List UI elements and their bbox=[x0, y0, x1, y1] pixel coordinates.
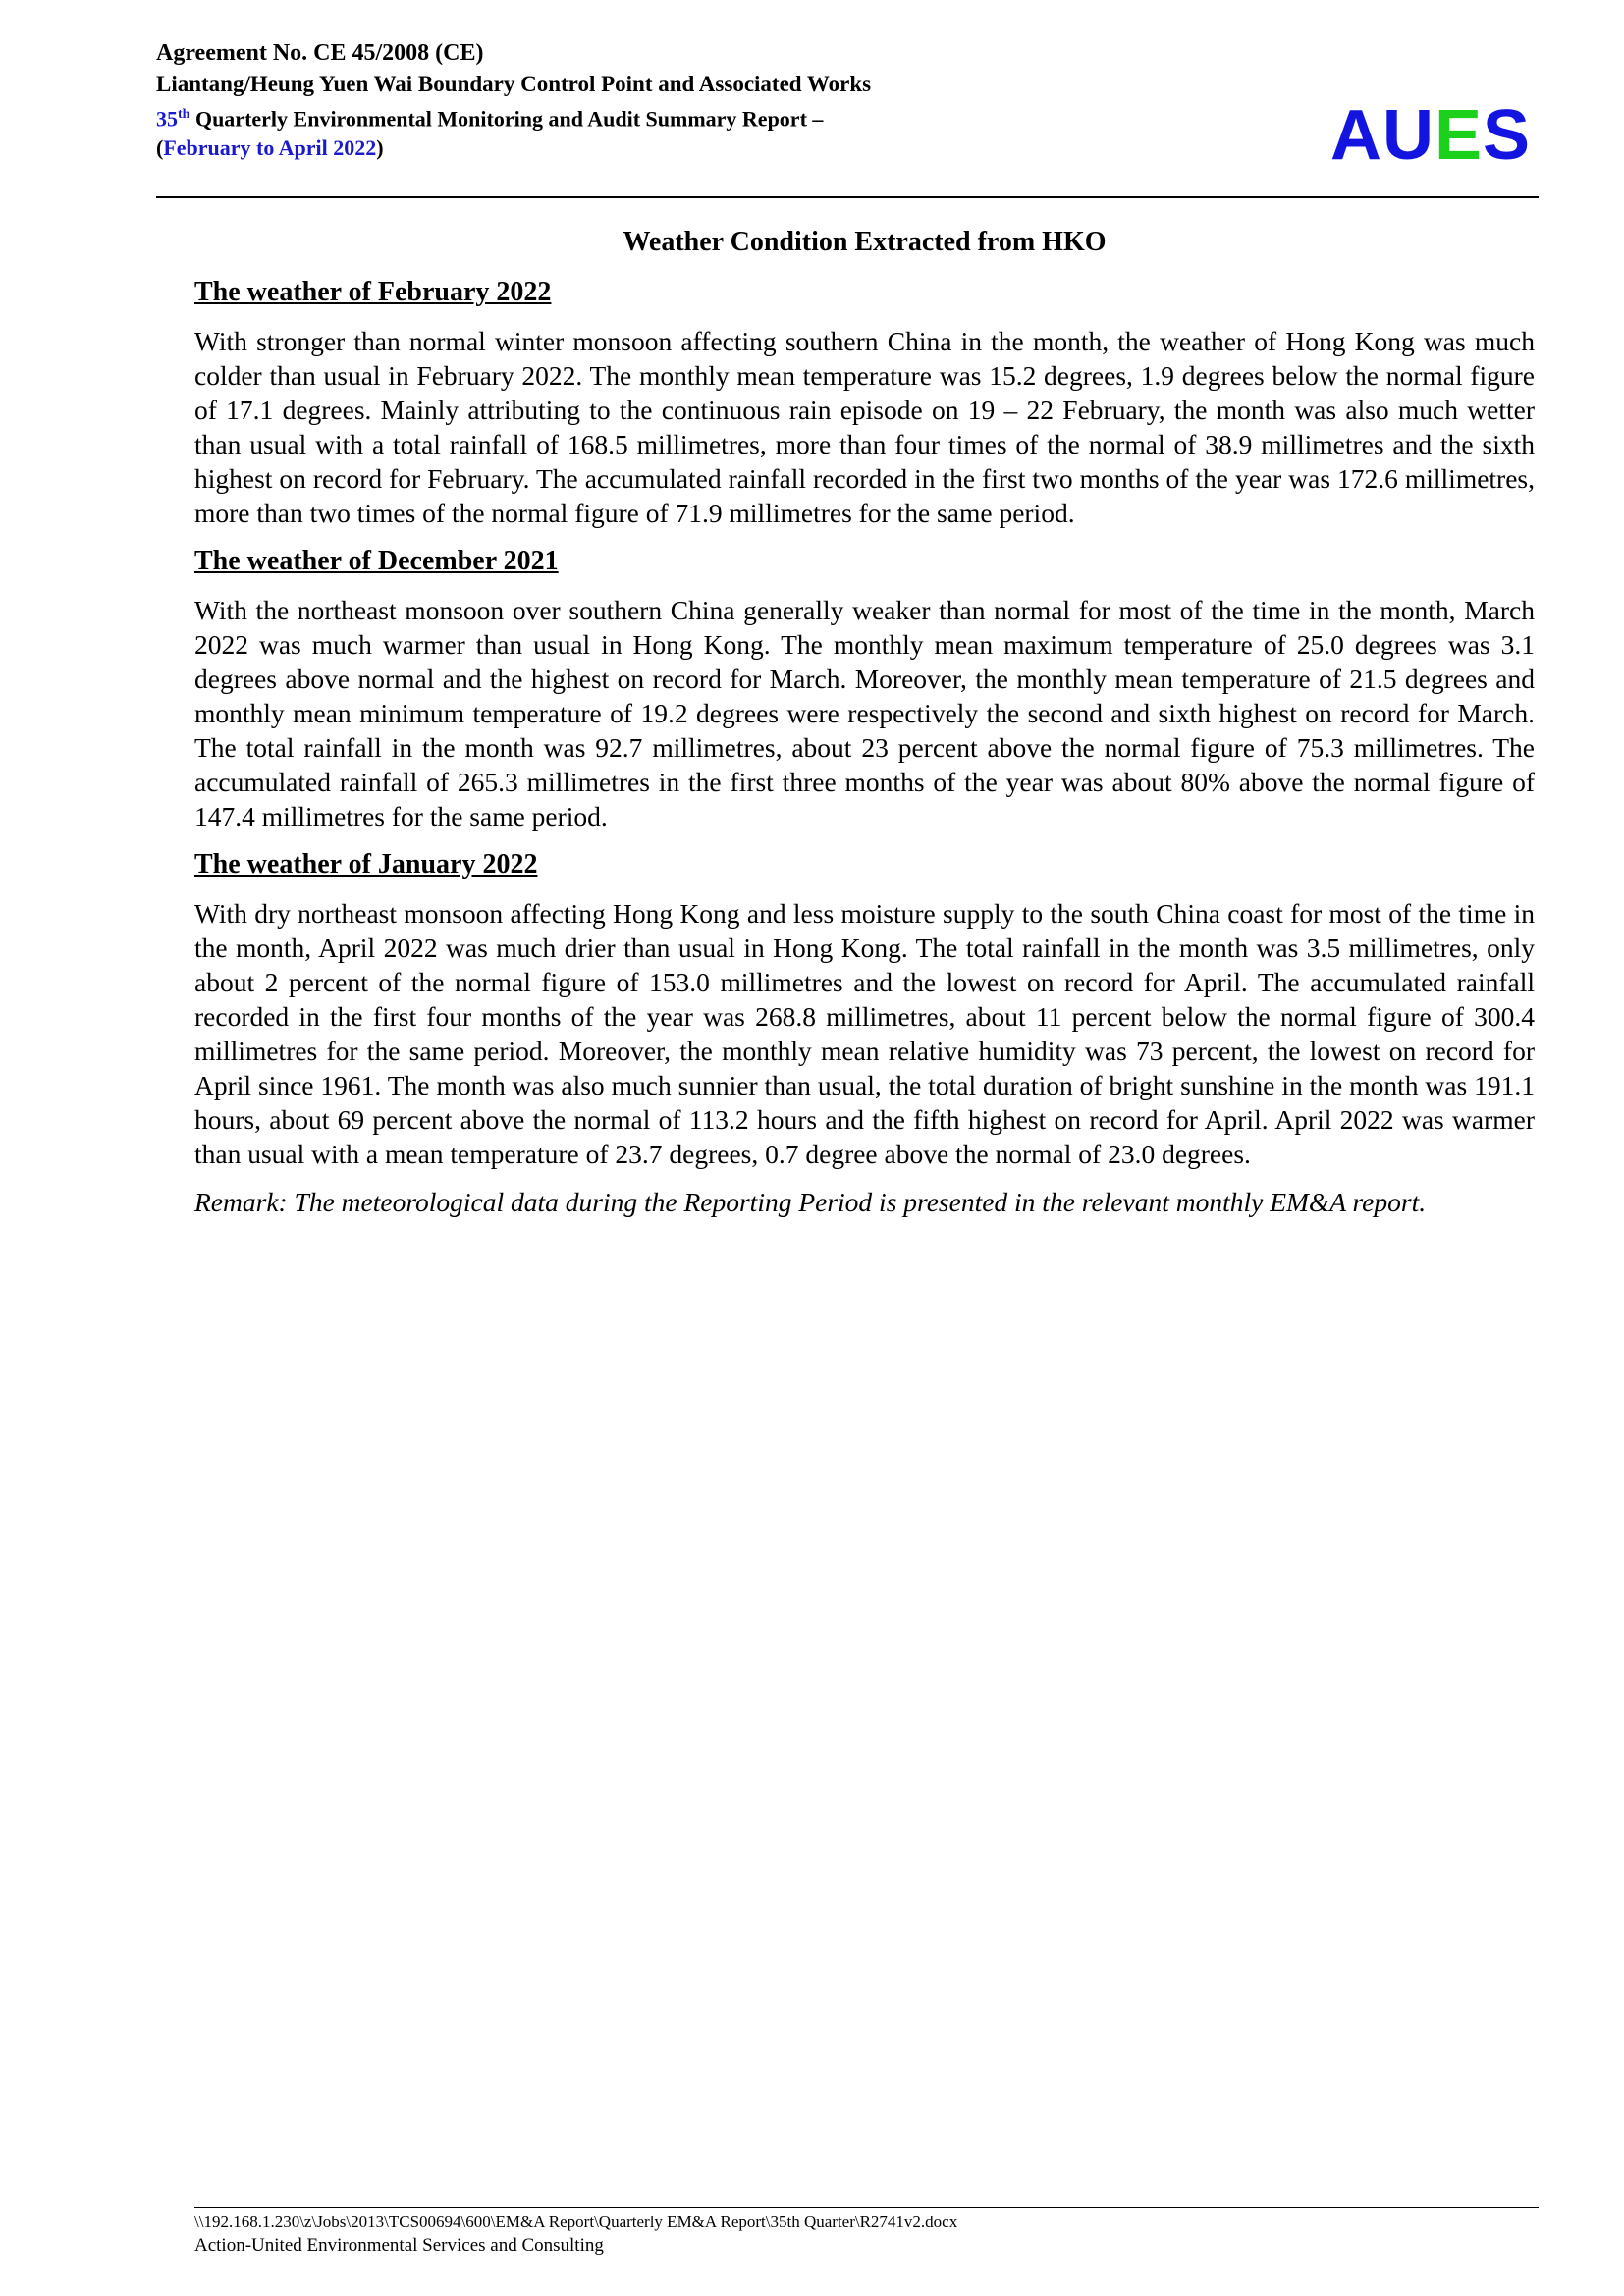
section-december-2021 bbox=[194, 544, 1535, 833]
section-body: With stronger than normal winter monsoon affecting southern China in the month, the weather of Hong Kong was much colder than usual in February 2022. The monthly mean temperature was 15.2 degrees, 1.9 degrees below the normal figure of 17.1 degrees. Mainly attributing to the continuous rain episode on 19 – 22 February, the month was also much wetter than usual with a total rainfall of 168.5 millimetres, more than four times of the normal of 38.9 millimetres and the sixth highest on record for February. The accumulated rainfall recorded in the first two months of the year was 172.6 millimetres, more than two times of the normal figure of 71.9 millimetres for the same period. bbox=[194, 326, 1535, 528]
page-header bbox=[156, 37, 1539, 196]
logo-letter-s: S bbox=[1482, 96, 1531, 175]
section-february-2022 bbox=[194, 275, 1535, 530]
report-number-suffix: th bbox=[178, 107, 190, 122]
logo-letter-a: A bbox=[1329, 96, 1382, 175]
project-name: Liantang/Heung Yuen Wai Boundary Control Point and Associated Works bbox=[156, 72, 872, 96]
agreement-number: Agreement No. CE 45/2008 (CE) bbox=[156, 40, 484, 66]
period-open: ( bbox=[156, 135, 164, 161]
footer-divider bbox=[194, 2207, 1539, 2208]
logo-letter-e: E bbox=[1434, 96, 1483, 175]
aues-logo bbox=[1329, 96, 1531, 175]
report-title-text: Quarterly Environmental Monitoring and Audit Summary Report – bbox=[189, 106, 824, 132]
period-text: February to April 2022 bbox=[163, 135, 377, 161]
section-body: With dry northeast monsoon affecting Hong Kong and less moisture supply to the south China coast for most of the time in the month, April 2022 was much drier than usual in Hong Kong. The total rainfall in the month was 3.5 millimetres, only about 2 percent of the normal figure of 153.0 millimetres and the lowest on record for April. The accumulated rainfall recorded in the first four months of the year was 268.8 millimetres, about 11 percent below the normal figure of 300.4 millimetres for the same period. Moreover, the monthly mean relative humidity was 73 percent, the lowest on record for April since 1961. The month was also much sunnier than usual, the total duration of bright sunshine in the month was 191.1 hours, about 69 percent above the normal of 113.2 hours and the fifth highest on record for April. April 2022 was warmer than usual with a mean temperature of 23.7 degrees, 0.7 degree above the normal of 23.0 degrees. bbox=[194, 898, 1535, 1169]
report-number: 35 bbox=[156, 106, 178, 132]
main-content bbox=[194, 224, 1535, 1219]
page-title: Weather Condition Extracted from HKO bbox=[623, 227, 1107, 257]
header-divider bbox=[156, 196, 1539, 198]
section-heading: The weather of January 2022 bbox=[194, 849, 538, 880]
section-january-2022 bbox=[194, 847, 1535, 1171]
file-path: \\192.168.1.230\z\Jobs\2013\TCS00694\600\EM&A Report\Quarterly EM&A Report\35th Quarter\R2741v2.docx bbox=[194, 2213, 958, 2231]
logo-letter-u: U bbox=[1381, 96, 1435, 175]
section-heading: The weather of February 2022 bbox=[194, 277, 552, 307]
page-footer bbox=[194, 2212, 1539, 2258]
company-name: Action-United Environmental Services and Consulting bbox=[194, 2235, 604, 2256]
remark: Remark: The meteorological data during the Reporting Period is presented in the relevant monthly EM&A report. bbox=[194, 1187, 1427, 1217]
section-heading: The weather of December 2021 bbox=[194, 546, 559, 576]
period-close: ) bbox=[376, 135, 384, 161]
section-body: With the northeast monsoon over southern China generally weaker than normal for most of the time in the month, March 2022 was much warmer than usual in Hong Kong. The monthly mean maximum temperature of 25.0 degrees was 3.1 degrees above normal and the highest on record for March. Moreover, the monthly mean temperature of 21.5 degrees and monthly mean minimum temperature of 19.2 degrees were respectively the second and sixth highest on record for March. The total rainfall in the month was 92.7 millimetres, about 23 percent above the normal figure of 75.3 millimetres. The accumulated rainfall of 265.3 millimetres in the first three months of the year was about 80% above the normal figure of 147.4 millimetres for the same period. bbox=[194, 595, 1535, 831]
